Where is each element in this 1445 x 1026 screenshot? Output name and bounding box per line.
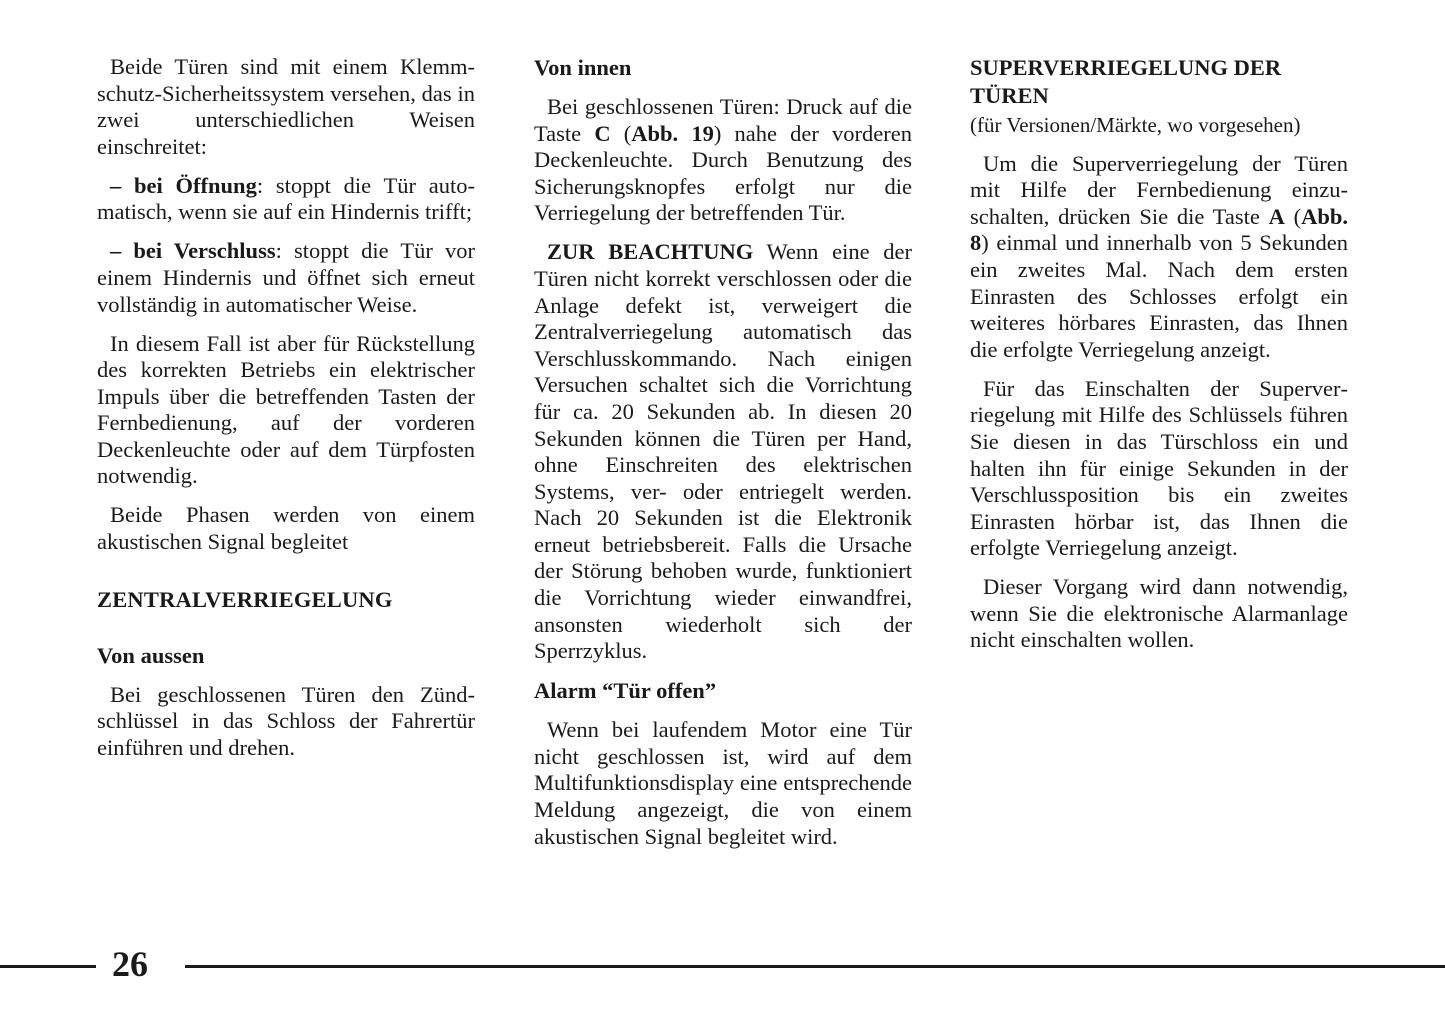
- column-right: [970, 54, 1348, 666]
- column-left: [97, 54, 475, 774]
- key-a: A: [1268, 203, 1285, 229]
- paragraph-from-inside: [534, 94, 912, 227]
- term-opening: – bei Öffnung: [110, 172, 257, 198]
- heading-super-locking: SUPERVERRIEGELUNG DER TÜREN: [970, 55, 1282, 108]
- paragraph-reset: In diesem Fall ist aber für Rückstellung des korrekten Betriebs ein elektrischer Impuls über die betreffenden Tasten der Fernbedienung, auf der vorderen Deckenleuchte oder auf dem Türpfosten notwendig.: [97, 330, 475, 489]
- text-opening: : stoppt die Tür automatisch, wenn sie auf ein Hindernis trifft;: [97, 172, 475, 225]
- paragraph-anti-pinch: Beide Türen sind mit einem Klemmschutz-Sicherheitssystem versehen, das in zwei unterschiedlichen Weisen einschreitet:: [97, 54, 475, 159]
- text-inside-c: ) nahe der vorderen Deckenleuchte. Durch Benutzung des Sicherungsknopfes erfolgt nur die Verriegelung der betreffenden Tür.: [534, 120, 912, 226]
- page-number: 26: [112, 944, 148, 984]
- key-c: C: [594, 120, 611, 146]
- paragraph-door-open-alarm: Wenn bei laufendem Motor eine Tür nicht geschlossen ist, wird auf dem Multifunktionsdisplay eine entsprechende Meldung angezeigt, die von einem akustischen Signal begleitet wird.: [534, 717, 912, 849]
- heading-central-locking: ZENTRALVERRIEGELUNG: [97, 586, 393, 612]
- footer-rule-right: [185, 965, 1445, 968]
- text-super-c: ) einmal und innerhalb von 5 Sekunden ein zweites Mal. Nach dem ersten Einrasten des Schlosses erfolgt ein weiteres hörbares Einrasten, das Ihnen die erfolgte Verriegelung anzeigt.: [970, 230, 1348, 362]
- paragraph-signal: Beide Phasen werden von einem akustischen Signal begleitet: [97, 502, 475, 555]
- text-attention: Wenn eine der Türen nicht korrekt verschlossen oder die Anlage defekt ist, verweigert die Zentralverriegelung automatisch das Verschlusskommando. Nach einigen Versuchen schaltet sich die Vorrichtung für ca. 20 Sekunden ab. In diesen 20 Sekunden können die Türen per Hand, ohne Einschreiten des elektrischen Systems, ver- oder entriegelt werden. Nach 20 Sekunden ist die Elektronik erneut betriebsbereit. Falls die Ursache der Störung behoben wurde, funktioniert die Vorrichtung wieder einwandfrei, ansonsten wiederholt sich der Sperrzyklus.: [534, 239, 912, 664]
- paragraph-from-outside: Bei geschlossenen Türen den Zündschlüssel in das Schloss der Fahrertür einführen und drehen.: [97, 681, 475, 760]
- text-closing: : stoppt die Tür vor einem Hindernis und öffnet sich erneut vollständig in automatischer Weise.: [97, 238, 475, 317]
- text-super-b: (: [1284, 203, 1302, 229]
- term-attention: ZUR BEACHTUNG: [547, 239, 754, 265]
- paragraph-closing: [97, 238, 475, 318]
- footer-rule-left: [0, 965, 96, 968]
- figure-ref-19: Abb. 19: [631, 120, 714, 146]
- heading-from-outside: Von aussen: [97, 642, 205, 668]
- caption-versions: (für Versionen/Märkte, wo vorgesehen): [970, 113, 1301, 137]
- paragraph-opening: [97, 173, 475, 226]
- paragraph-super-note: Dieser Vorgang wird dann notwendig, wenn Sie die elektronische Alarmanlage nicht einschalten wollen.: [970, 574, 1348, 653]
- term-closing: – bei Verschluss: [110, 238, 276, 264]
- heading-door-open-alarm: Alarm “Tür offen”: [534, 678, 717, 704]
- heading-from-inside: Von innen: [534, 55, 632, 80]
- paragraph-super-remote: [970, 151, 1348, 364]
- text-super-a: Um die Superverriegelung der Türen mit Hilfe der Fernbedienung einzuschalten, drücken Sie die Taste: [970, 150, 1348, 229]
- paragraph-super-key: Für das Einschalten der Superverriegelung mit Hilfe des Schlüssels führen Sie diesen in das Türschloss ein und halten ihn für einige Sekunden in der Verschlussposition bis ein zweites Einrasten hörbar ist, das Ihnen die erfolgte Verriegelung anzeigt.: [970, 375, 1348, 561]
- paragraph-attention: [534, 239, 912, 665]
- column-middle: [534, 54, 912, 863]
- text-inside-b: (: [610, 120, 632, 146]
- text-inside-a: Bei geschlossenen Türen: Druck auf die Taste: [534, 94, 912, 146]
- figure-ref-8: Abb. 8: [970, 203, 1349, 256]
